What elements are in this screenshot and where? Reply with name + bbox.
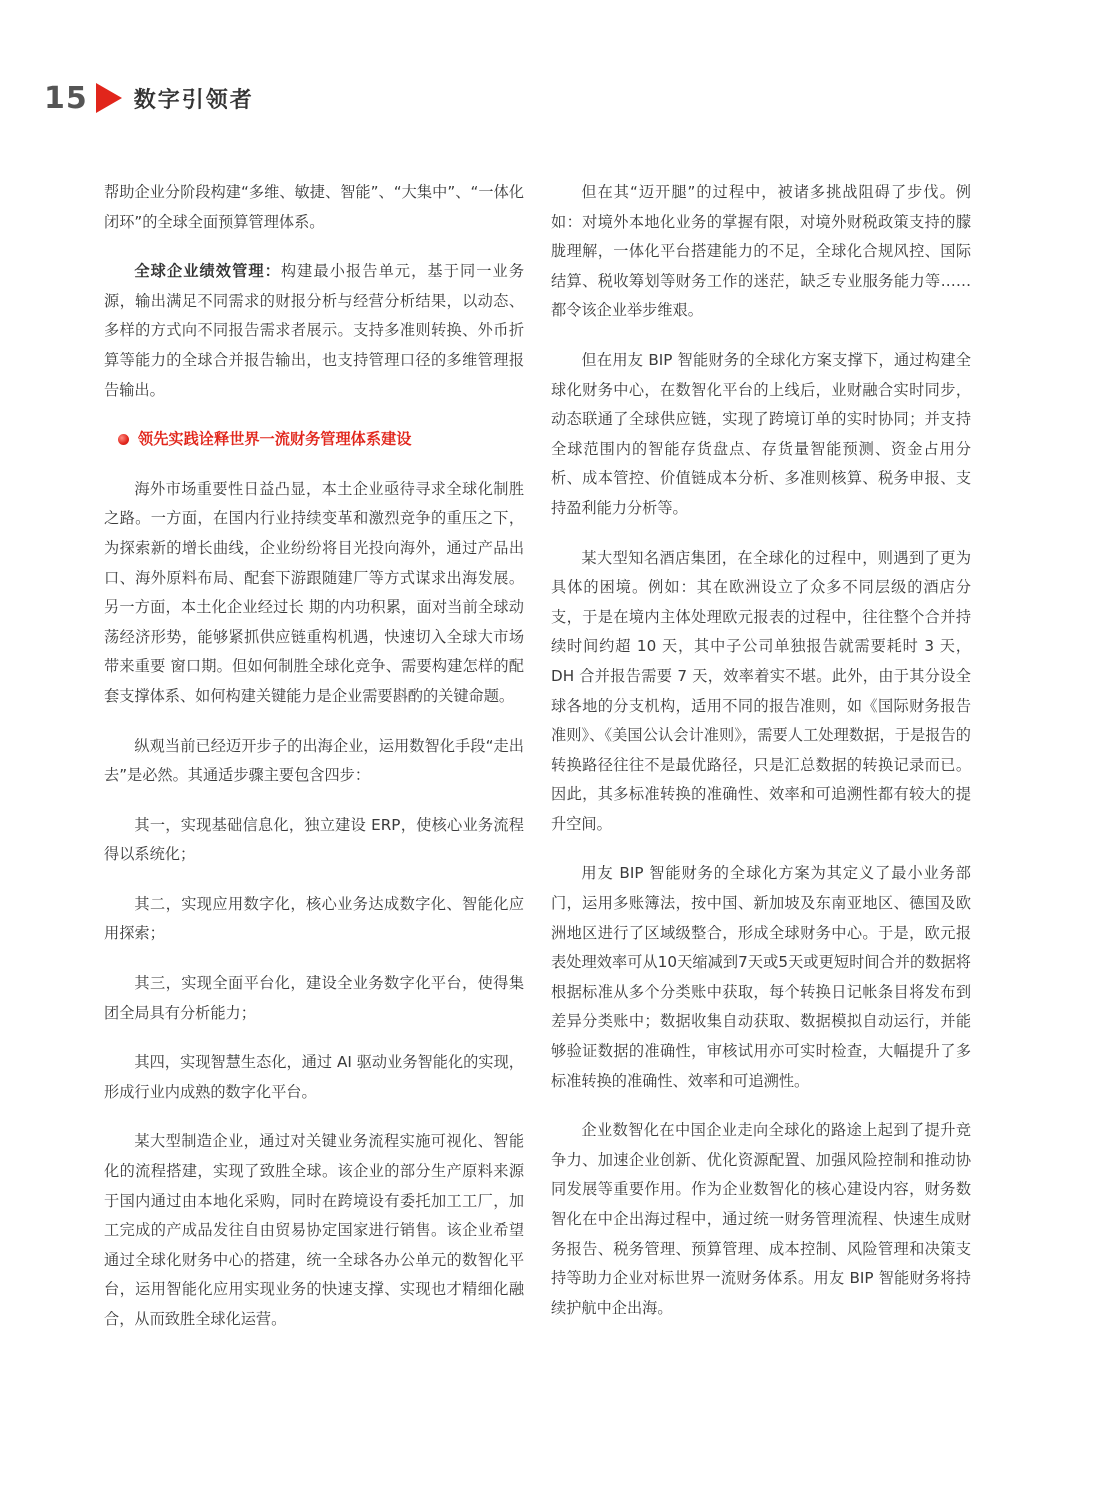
section-heading-text: 领先实践诠释世界一流财务管理体系建设 (138, 430, 412, 449)
page-number: 15 (44, 80, 88, 116)
paragraph: 但在用友 BIP 智能财务的全球化方案支撑下，通过构建全球化财务中心，在数智化平台的上线后，业财融合实时同步，动态联通了全球供应链，实现了跨境订单的实时协同；并支持全球范围内的智能存货盘点、存货量智能预测、资金占用分析、成本管控、价值链成本分析、多准则核算、税务申报、支持盈利能力分析等。 (551, 350, 971, 517)
paragraph-lead: 全球企业绩效管理： (134, 262, 281, 281)
paragraph: 其四，实现智慧生态化，通过 AI 驱动业务智能化的实现，形成行业内成熟的数字化平台。 (104, 1053, 524, 1101)
paragraph: 但在其“迈开腿”的过程中，被诸多挑战阻碍了步伐。例如：对境外本地化业务的掌握有限，对境外财税政策支持的朦胧理解，一体化平台搭建能力的不足，全球化合规风控、国际结算、税收筹划等财务工作的迷茫，缺乏专业服务能力等……都令该企业举步维艰。 (551, 183, 971, 320)
bullet-dot-icon (118, 434, 129, 445)
paragraph: 海外市场重要性日益凸显，本土企业亟待寻求全球化制胜之路。一方面，在国内行业持续变革和激烈竞争的重压之下，为探索新的增长曲线，企业纷纷将目光投向海外，通过产品出口、海外原料布局、配套下游跟随建厂等方式谋求出海发展。另一方面，本土化企业经过长 期的内功积累，面对当前全球动荡经济形势，能够紧抓供应链重构机遇，快速切入全球大市场带来重要 窗口期。但如何制胜全球化竞争、需要构建怎样的配套支撑体系、如何构建关键能力是企业需要斟酌的关键命题。 (104, 479, 524, 705)
paragraph-body: 构建最小报告单元，基于同一业务源，输出满足不同需求的财报分析与经营分析结果，以动态、多样的方式向不同报告需求者展示。支持多准则转换、外币折算等能力的全球合并报告输出，也支持管理口径的多维管理报告输出。 (104, 262, 525, 399)
page-header (44, 78, 254, 118)
paragraph: 其三，实现全面平台化，建设全业务数字化平台，使得集团全局具有分析能力； (104, 974, 524, 1022)
paragraph: 某大型制造企业，通过对关键业务流程实施可视化、智能化的流程搭建，实现了致胜全球。该企业的部分生产原料来源于国内通过由本地化采购，同时在跨境设有委托加工工厂，加工完成的产成品发往自由贸易协定国家进行销售。该企业希望通过全球化财务中心的搭建，统一全球各办公单元的数智化平台，运用智能化应用实现业务的快速支撑、实现也才精细化融合，从而致胜全球化运营。 (104, 1132, 524, 1328)
paragraph: 纵观当前已经迈开步子的出海企业，运用数智化手段“走出去”是必然。其通适步骤主要包含四步： (104, 736, 524, 785)
left-column (104, 178, 524, 1355)
paragraph-performance-mgmt (104, 257, 524, 405)
play-arrow-icon (96, 83, 122, 113)
magazine-title: 数字引领者 (133, 86, 254, 113)
paragraph: 企业数智化在中国企业走向全球化的路途上起到了提升竞争力、加速企业创新、优化资源配置、加强风险控制和推动协同发展等重要作用。作为企业数智化的核心建设内容，财务数智化在中企出海过程中，通过统一财务管理流程、快速生成财务报告、税务管理、预算管理、成本控制、风险管理和决策支持等助力企业对标世界一流财务体系。用友 BIP 智能财务将持续护航中企出海。 (551, 1121, 971, 1317)
section-heading (118, 425, 524, 455)
paragraph: 帮助企业分阶段构建“多维、敏捷、智能”、“大集中”、“一体化闭环”的全球全面预算管理体系。 (104, 183, 524, 231)
paragraph: 用友 BIP 智能财务的全球化方案为其定义了最小业务部门，运用多账簿法，按中国、新加坡及东南亚地区、德国及欧洲地区进行了区域级整合，形成全球财务中心。于是，欧元报表处理效率可从10天缩减到7天或5天或更短时间合并的数据将根据标准从多个分类账中获取，每个转换日记帐条目将发布到差异分类账中；数据收集自动获取、数据模拟自动运行，并能够验证数据的准确性，审核试用亦可实时检查，大幅提升了多标准转换的准确性、效率和可追溯性。 (551, 864, 971, 1090)
right-column (551, 178, 971, 1343)
paragraph: 其二，实现应用数字化，核心业务达成数字化、智能化应用探索； (104, 894, 524, 943)
paragraph: 某大型知名酒店集团，在全球化的过程中，则遇到了更为具体的困境。例如：其在欧洲设立了众多不同层级的酒店分支，于是在境内主体处理欧元报表的过程中，往往整个合并持续时间约超 10 天，其中子公司单独报告就需要耗时 3 天，DH 合并报告需要 7 天，效率着实不堪。此外，由于其分设全球各地的分支机构，适用不同的报告准则，如《国际财务报告准则》、《美国公认会计准则》，需要人工处理数据，于是报告的转换路径往往不是最优路径，只是汇总数据的转换记录而已。因此，其多标准转换的准确性、效率和可追溯性都有较大的提升空间。 (551, 548, 971, 833)
paragraph: 其一，实现基础信息化，独立建设 ERP，使核心业务流程得以系统化； (104, 815, 524, 864)
